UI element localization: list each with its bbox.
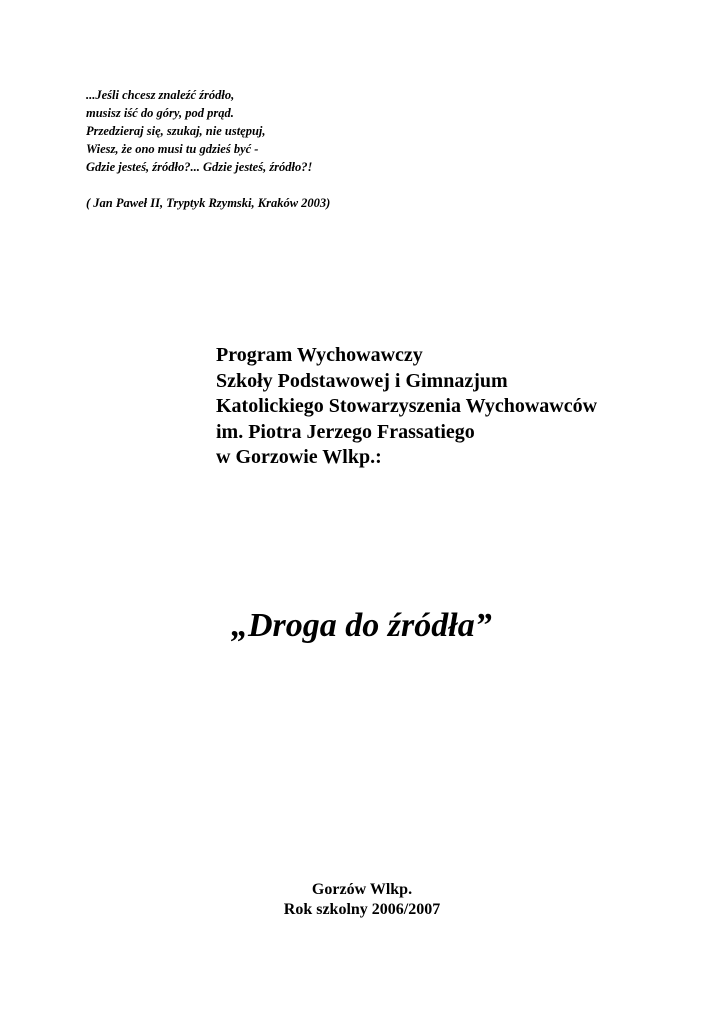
epigraph-line: Gdzie jesteś, źródło?... Gdzie jesteś, źródło?! — [86, 160, 313, 174]
motto-heading: „Droga do źródła” — [231, 607, 492, 644]
epigraph-line: musisz iść do góry, pod prąd. — [86, 106, 234, 120]
footer — [0, 880, 724, 920]
footer-city: Gorzów Wlkp. — [311, 881, 413, 898]
epigraph-citation: ( Jan Paweł II, Tryptyk Rzymski, Kraków 2003) — [86, 196, 331, 210]
program-title-line: im. Piotra Jerzego Frassatiego — [216, 420, 475, 443]
program-title-line: w Gorzowie Wlkp.: — [216, 446, 382, 468]
program-title — [216, 343, 597, 471]
epigraph — [86, 86, 330, 212]
epigraph-line: Przedzieraj się, szukaj, nie ustępuj, — [86, 124, 266, 138]
program-title-line: Katolickiego Stowarzyszenia Wychowawców — [216, 395, 598, 417]
epigraph-line: Wiesz, że ono musi tu gdzieś być - — [86, 142, 259, 156]
footer-school-year: Rok szkolny 2006/2007 — [283, 901, 441, 918]
program-title-line: Szkoły Podstawowej i Gimnazjum — [216, 369, 508, 392]
epigraph-line: ...Jeśli chcesz znaleźć źródło, — [86, 88, 235, 102]
program-title-line: Program Wychowawczy — [216, 344, 423, 366]
